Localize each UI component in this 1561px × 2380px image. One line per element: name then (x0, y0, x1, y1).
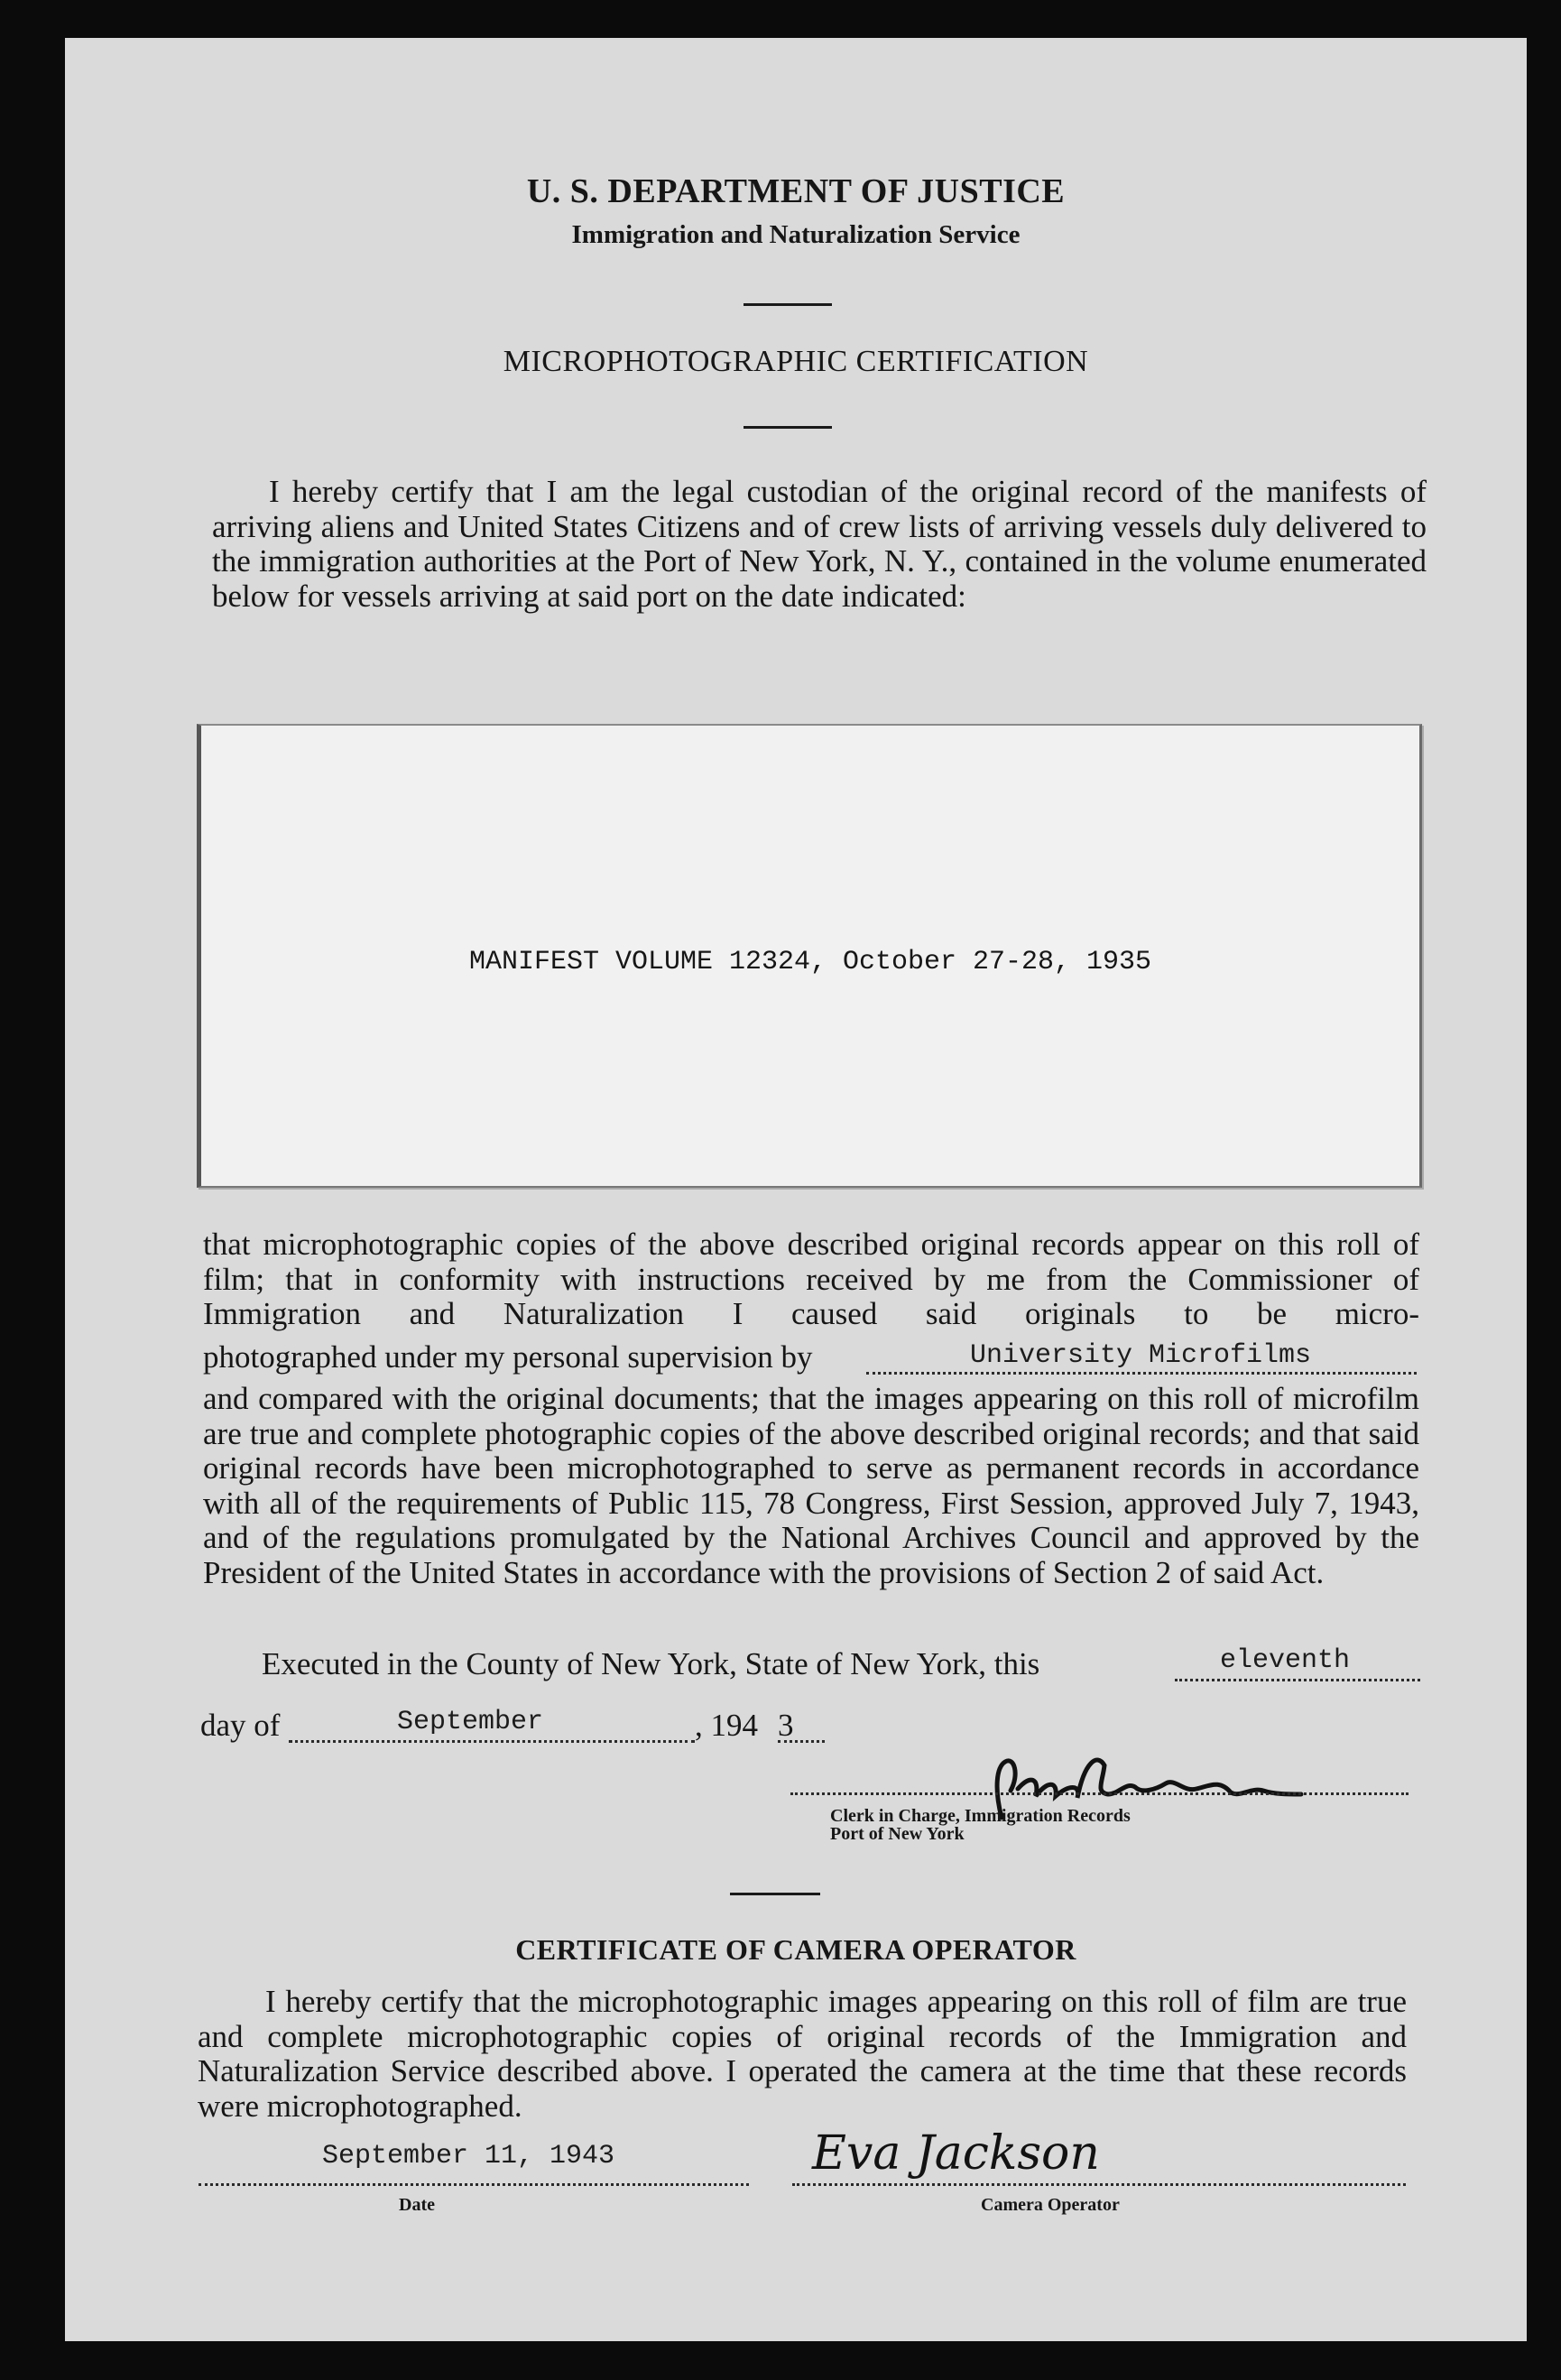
execution-line (262, 1646, 1426, 1684)
camera-date-value: September 11, 1943 (322, 2141, 615, 2172)
day-of-label: day of (200, 1708, 281, 1743)
record-box (197, 724, 1422, 1188)
divider-rule (744, 426, 832, 429)
clerk-title-line2: Port of New York (830, 1824, 965, 1844)
divider-rule (730, 1893, 820, 1895)
agency-heading: U. S. DEPARTMENT OF JUSTICE (526, 172, 1066, 210)
camera-operator-heading: CERTIFICATE OF CAMERA OPERATOR (515, 1933, 1076, 1966)
record-volume-text: MANIFEST VOLUME 12324, October 27-28, 1935 (468, 947, 1152, 977)
body-paragraph-1: that microphotographic copies of the above described original records appear on this roll of film; that in conformity with instructions received by me from the Commissioner of Immigration and Naturalization I caused said originals to be micro- (203, 1227, 1419, 1331)
document-title: MICROPHOTOGRAPHIC CERTIFICATION (503, 345, 1089, 378)
camera-operator-signature: Eva Jackson (812, 2126, 1100, 2181)
date-signature-line (199, 2181, 749, 2186)
supervision-value: University Microfilms (970, 1340, 1312, 1371)
execution-prefix: Executed in the County of New York, State of New York, this (262, 1646, 1040, 1681)
clerk-title-line1: Clerk in Charge, Immigration Records (830, 1806, 1131, 1826)
camera-operator-paragraph: I hereby certify that the microphotographic images appearing on this roll of film are true and complete microphotographic copies of original records of the Immigration and Naturalization Service described above. I operated the camera at the time that these records were microphotographed. (198, 1984, 1407, 2124)
day-value: eleventh (1220, 1645, 1351, 1676)
camera-operator-label: Camera Operator (981, 2195, 1120, 2215)
year-prefix: , 194 (695, 1708, 758, 1743)
supervision-line (203, 1339, 1419, 1375)
body-paragraph-2: and compared with the original documents; that the images appearing on this roll of microfilm are true and complete photographic copies of the above described original records; and that said original records have been microphotographed to serve as permanent records in accordance with all of the requirements of Public 115, 78 Congress, First Session, approved July 7, 1943, and of the regulations promulgated by the National Archives Council and approved by the President of the United States in accordance with the provisions of Section 2 of said Act. (203, 1381, 1419, 1590)
supervision-prefix: photographed under my personal supervision by (203, 1339, 813, 1375)
service-subheading: Immigration and Naturalization Service (571, 220, 1021, 249)
operator-signature-line (792, 2181, 1406, 2186)
clerk-signature-line (790, 1791, 1409, 1795)
divider-rule (744, 303, 832, 306)
intro-paragraph: I hereby certify that I am the legal custodian of the original record of the manifests of arriving aliens and United States Citizens and of crew lists of arriving vessels duly delivered to the immigration authorities at the Port of New York, N. Y., contained in the volume enumerated below for vessels arriving at said port on the date indicated: (212, 474, 1427, 614)
month-value: September (397, 1707, 544, 1737)
camera-date-label: Date (399, 2195, 435, 2215)
year-digit: 3 (778, 1708, 794, 1743)
date-line (200, 1708, 886, 1746)
certificate-document (65, 38, 1527, 2341)
